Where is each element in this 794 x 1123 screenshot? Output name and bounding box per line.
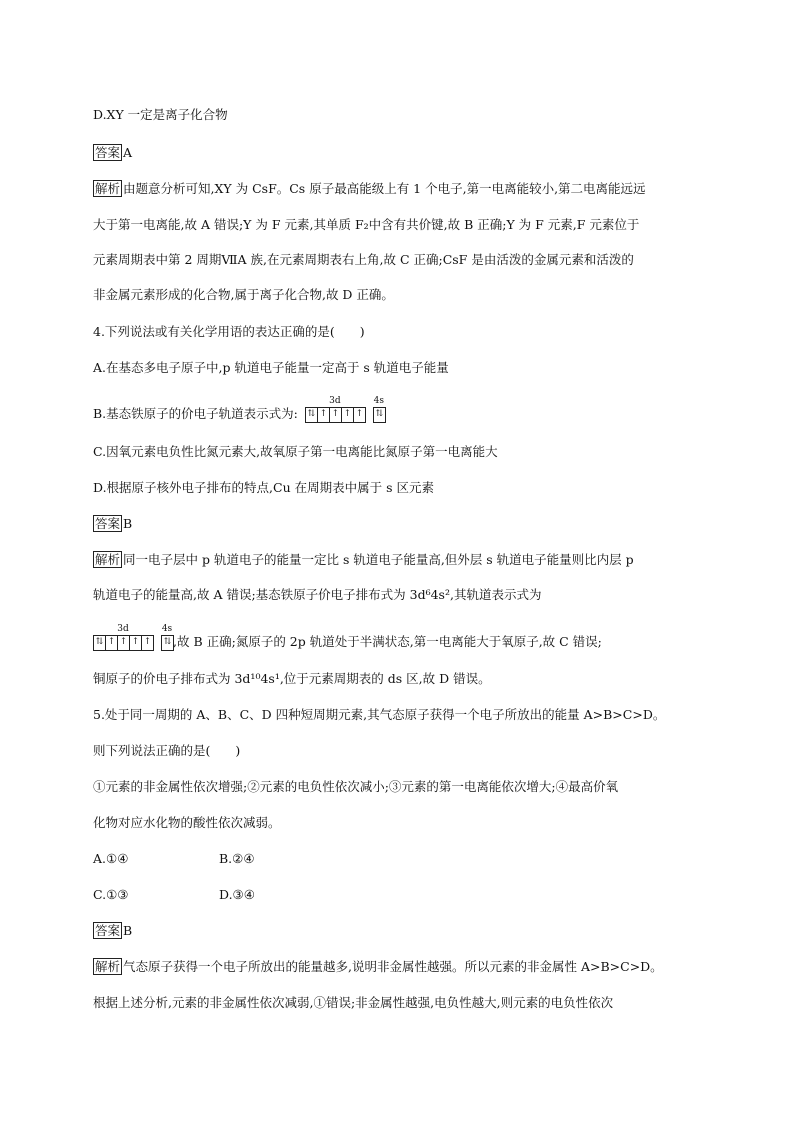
- analysis-4-line-3: [93, 623, 602, 651]
- orbital-box: ⇅: [161, 635, 174, 651]
- analysis-tag: 解析: [95, 959, 121, 974]
- orbital-box: ↑: [317, 407, 330, 423]
- orbital-3d-label: 3d: [329, 395, 341, 406]
- orbital-diagram-option-b: [305, 395, 385, 423]
- orbital-box: ⇅: [305, 407, 318, 423]
- q4-option-a: A.在基态多电子原子中,p 轨道电子能量一定高于 s 轨道电子能量: [93, 360, 449, 375]
- analysis-text: 同一电子层中 p 轨道电子的能量一定比 s 轨道电子能量高,但外层 s 轨道电子能量则比内层 p: [123, 552, 634, 567]
- orbital-4s-label: 4s: [161, 623, 173, 634]
- orbital-4s-group: [161, 623, 173, 651]
- orbital-4s-group: [373, 395, 385, 423]
- q4-option-c: C.因氧元素电负性比氮元素大,故氧原子第一电离能比氮原子第一电离能大: [93, 444, 498, 459]
- analysis-3-line-4: 非金属元素形成的化合物,属于离子化合物,故 D 正确。: [93, 287, 394, 302]
- question-5-line-3: ①元素的非金属性依次增强;②元素的电负性依次减小;③元素的第一电离能依次增大;④最高价氧: [93, 779, 619, 794]
- q4-option-d: D.根据原子核外电子排布的特点,Cu 在周期表中属于 s 区元素: [93, 480, 434, 495]
- analysis-tag: 解析: [95, 552, 121, 567]
- answer-tag: 答案: [95, 516, 121, 531]
- analysis-4-line-4: 铜原子的价电子排布式为 3d¹⁰4s¹,位于元素周期表的 ds 区,故 D 错误。: [93, 671, 491, 686]
- q3-option-d: D.XY 一定是离子化合物: [93, 107, 228, 122]
- q4-option-b: [93, 395, 385, 423]
- analysis-tag: 解析: [95, 181, 121, 196]
- question-5-line-1: 5.处于同一周期的 A、B、C、D 四种短周期元素,其气态原子获得一个电子所放出的能量 A>B>C>D。: [93, 707, 666, 722]
- orbital-box: ↑: [129, 635, 142, 651]
- analysis-5-line-2: 根据上述分析,元素的非金属性依次减弱,①错误;非金属性越强,电负性越大,则元素的电负性依次: [93, 995, 614, 1010]
- analysis-3-line-2: 大于第一电离能,故 A 错误;Y 为 F 元素,其单质 F₂中含有共价键,故 B 正确;Y 为 F 元素,F 元素位于: [93, 217, 640, 232]
- q5-option-d: D.③④: [219, 887, 255, 902]
- orbital-box: ⇅: [373, 407, 386, 423]
- analysis-text: 由题意分析可知,XY 为 CsF。Cs 原子最高能级上有 1 个电子,第一电离能较小,第二电离能远远: [123, 181, 646, 196]
- answer-tag: 答案: [95, 145, 121, 160]
- q5-option-c: C.①③: [93, 887, 129, 902]
- analysis-3-line-1: [93, 180, 646, 198]
- analysis-text: ,故 B 正确;氮原子的 2p 轨道处于半满状态,第一电离能大于氧原子,故 C 错误;: [173, 634, 602, 649]
- analysis-3-line-3: 元素周期表中第 2 周期ⅦA 族,在元素周期表右上角,故 C 正确;CsF 是由活泼的金属元素和活泼的: [93, 252, 634, 267]
- q5-option-b: B.②④: [219, 851, 255, 866]
- orbital-box: ↑: [141, 635, 154, 651]
- orbital-4s-label: 4s: [373, 395, 385, 406]
- analysis-5-line-1: [93, 958, 663, 976]
- answer-value: A: [123, 145, 133, 160]
- analysis-text: 气态原子获得一个电子所放出的能量越多,说明非金属性越强。所以元素的非金属性 A>B>C>D。: [123, 959, 663, 974]
- answer-value: B: [123, 923, 133, 938]
- orbital-box: ↑: [341, 407, 354, 423]
- orbital-box: ⇅: [93, 635, 106, 651]
- orbital-3d-group: [93, 623, 153, 651]
- analysis-4-line-1: [93, 551, 634, 569]
- analysis-4-line-2: 轨道电子的能量高,故 A 错误;基态铁原子价电子排布式为 3d⁶4s²,其轨道表示式为: [93, 587, 542, 602]
- q4-option-b-text: B.基态铁原子的价电子轨道表示式为:: [93, 406, 298, 421]
- answer-5: [93, 922, 132, 940]
- answer-4: [93, 515, 132, 533]
- q5-option-a: A.①④: [93, 851, 129, 866]
- answer-3: [93, 144, 132, 162]
- orbital-diagram-analysis: [93, 623, 173, 651]
- answer-value: B: [123, 516, 133, 531]
- orbital-box: ↑: [353, 407, 366, 423]
- orbital-3d-group: [305, 395, 365, 423]
- orbital-box: ↑: [117, 635, 130, 651]
- orbital-box: ↑: [329, 407, 342, 423]
- question-4: 4.下列说法或有关化学用语的表达正确的是( ): [93, 324, 365, 339]
- question-5-line-4: 化物对应水化物的酸性依次减弱。: [93, 815, 281, 830]
- orbital-box: ↑: [105, 635, 118, 651]
- question-5-line-2: 则下列说法正确的是( ): [93, 743, 241, 758]
- answer-tag: 答案: [95, 923, 121, 938]
- orbital-3d-label: 3d: [117, 623, 129, 634]
